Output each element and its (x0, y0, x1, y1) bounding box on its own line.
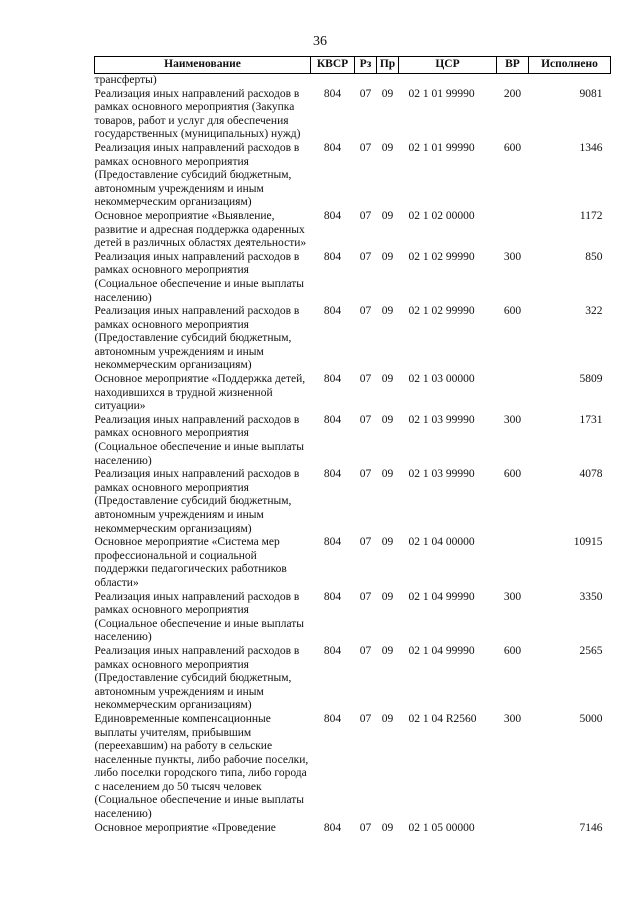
table-row (95, 210, 611, 251)
cell-csr: 02 1 04 99990 (408, 590, 475, 603)
cell-pr: 09 (381, 590, 394, 603)
cell-name: Основное мероприятие «Поддержка детей, находившихся в трудной жизненной ситуации» (94, 373, 306, 413)
expenditure-table (94, 56, 611, 835)
table-row (95, 468, 611, 536)
cell-kvsr: 804 (323, 712, 342, 725)
cell-csr: 02 1 02 99990 (408, 305, 475, 318)
cell-csr: 02 1 03 99990 (408, 413, 475, 426)
cell-name: Реализация иных направлений расходов в рамках основного мероприятия (Предоставление субсидий бюджетным, автономным учреждениям и иным некоммерческим организациям) (94, 305, 300, 372)
header-csr: ЦСР (399, 57, 497, 74)
cell-csr: 02 1 03 00000 (408, 373, 475, 386)
cell-pr: 09 (381, 305, 394, 318)
header-sum: Исполнено (529, 57, 611, 74)
header-rz: Рз (355, 57, 377, 74)
cell-sum: 1731 (579, 413, 603, 426)
cell-kvsr: 804 (323, 821, 342, 834)
table-row (95, 88, 611, 142)
cell-name: Реализация иных направлений расходов в рамках основного мероприятия (Предоставление субсидий бюджетным, автономным учреждениям и иным некоммерческим организациям) (94, 468, 300, 535)
cell-pr: 09 (381, 536, 394, 549)
cell-csr: 02 1 04 00000 (408, 536, 475, 549)
table-row (95, 536, 611, 590)
cell-vr: 300 (503, 413, 522, 426)
cell-pr: 09 (381, 712, 394, 725)
cell-sum: 5000 (579, 712, 603, 725)
cell-kvsr: 804 (323, 141, 342, 154)
cell-csr: 02 1 05 00000 (408, 821, 475, 834)
cell-vr: 300 (503, 712, 522, 725)
cell-pr: 09 (381, 250, 394, 263)
cell-rz: 07 (359, 209, 372, 222)
cell-pr: 09 (381, 209, 394, 222)
cell-pr: 09 (381, 468, 394, 481)
cell-vr: 600 (503, 468, 522, 481)
cell-pr: 09 (381, 413, 394, 426)
cell-name: Реализация иных направлений расходов в рамках основного мероприятия (Социальное обеспечение и иные выплаты населению) (94, 413, 305, 467)
table-row (95, 251, 611, 305)
cell-pr: 09 (381, 821, 394, 834)
page-number: 36 (313, 34, 327, 49)
cell-kvsr: 804 (323, 590, 342, 603)
cell-rz: 07 (359, 413, 372, 426)
cell-rz: 07 (359, 821, 372, 834)
cell-rz: 07 (359, 305, 372, 318)
cell-name: Реализация иных направлений расходов в рамках основного мероприятия (Закупка товаров, работ и услуг для обеспечения государственных (муниципальных) нужд) (94, 87, 301, 141)
cell-csr: 02 1 01 99990 (408, 141, 475, 154)
table-row (95, 713, 611, 822)
cell-rz: 07 (359, 373, 372, 386)
cell-name: Основное мероприятие «Проведение (94, 821, 276, 834)
cell-vr (497, 210, 529, 251)
header-pr: Пр (377, 57, 399, 74)
cell-sum: 9081 (579, 87, 603, 100)
cell-csr: 02 1 01 99990 (408, 87, 475, 100)
cell-sum: 4078 (579, 468, 603, 481)
cell-sum: 5809 (579, 373, 603, 386)
cell-rz: 07 (359, 87, 372, 100)
table-row (95, 142, 611, 210)
cell-rz: 07 (359, 141, 372, 154)
cell-vr: 200 (503, 87, 522, 100)
cell-vr (497, 373, 529, 414)
cell-sum: 1172 (579, 209, 603, 222)
cell-kvsr: 804 (323, 305, 342, 318)
cell-kvsr: 804 (323, 373, 342, 386)
table-row (95, 414, 611, 468)
cell-kvsr: 804 (323, 644, 342, 657)
cell-name: Реализация иных направлений расходов в рамках основного мероприятия (Социальное обеспечение и иные выплаты населению) (94, 250, 305, 304)
cell-kvsr: 804 (323, 209, 342, 222)
cell-pr: 09 (381, 373, 394, 386)
table-row (95, 373, 611, 414)
continuation-row (95, 74, 611, 88)
cell-sum: 2565 (579, 644, 603, 657)
table-row (95, 645, 611, 713)
header-kvsr: КВСР (311, 57, 355, 74)
continuation-text: трансферты) (94, 74, 157, 86)
cell-pr: 09 (381, 644, 394, 657)
cell-kvsr: 804 (323, 413, 342, 426)
cell-rz: 07 (359, 468, 372, 481)
cell-name: Реализация иных направлений расходов в рамках основного мероприятия (Социальное обеспечение и иные выплаты населению) (94, 590, 305, 644)
table-row (95, 591, 611, 645)
header-vr: ВР (497, 57, 529, 74)
cell-sum: 1346 (579, 141, 603, 154)
cell-kvsr: 804 (323, 250, 342, 263)
cell-vr: 300 (503, 590, 522, 603)
cell-sum: 322 (585, 305, 603, 318)
cell-csr: 02 1 04 99990 (408, 644, 475, 657)
cell-sum: 850 (585, 250, 603, 263)
cell-kvsr: 804 (323, 468, 342, 481)
cell-rz: 07 (359, 536, 372, 549)
header-name: Наименование (95, 57, 311, 74)
cell-csr: 02 1 03 99990 (408, 468, 475, 481)
cell-pr: 09 (381, 87, 394, 100)
table-header-row (95, 57, 611, 74)
cell-vr: 300 (503, 250, 522, 263)
cell-vr (497, 822, 529, 836)
cell-vr: 600 (503, 141, 522, 154)
cell-kvsr: 804 (323, 536, 342, 549)
table-row (95, 305, 611, 373)
cell-csr: 02 1 02 00000 (408, 209, 475, 222)
cell-name: Реализация иных направлений расходов в рамках основного мероприятия (Предоставление субсидий бюджетным, автономным учреждениям и иным некоммерческим организациям) (94, 141, 300, 209)
cell-kvsr: 804 (323, 87, 342, 100)
cell-rz: 07 (359, 712, 372, 725)
cell-rz: 07 (359, 250, 372, 263)
cell-vr: 600 (503, 305, 522, 318)
cell-vr: 600 (503, 644, 522, 657)
cell-rz: 07 (359, 644, 372, 657)
cell-name: Реализация иных направлений расходов в рамках основного мероприятия (Предоставление субсидий бюджетным, автономным учреждениям и иным некоммерческим организациям) (94, 644, 300, 712)
cell-sum: 10915 (573, 536, 603, 549)
cell-sum: 3350 (579, 590, 603, 603)
cell-pr: 09 (381, 141, 394, 154)
cell-name: Основное мероприятие «Система мер профессиональной и социальной поддержки педагогических работников области» (94, 536, 287, 589)
cell-rz: 07 (359, 590, 372, 603)
table-row (95, 822, 611, 836)
cell-csr: 02 1 02 99990 (408, 250, 475, 263)
cell-vr (497, 536, 529, 590)
cell-sum: 7146 (579, 821, 603, 834)
cell-name: Основное мероприятие «Выявление, развитие и адресная поддержка одаренных детей в различных областях деятельности» (94, 209, 307, 250)
cell-csr: 02 1 04 R2560 (408, 712, 477, 725)
cell-name: Единовременные компенсационные выплаты учителям, прибывшим (переехавшим) на работу в сельские населенные пункты, либо рабочие поселки, либо поселки городского типа, либо города с населением до 50 тысяч человек (Социальное обеспечение и иные выплаты населению) (94, 712, 309, 821)
